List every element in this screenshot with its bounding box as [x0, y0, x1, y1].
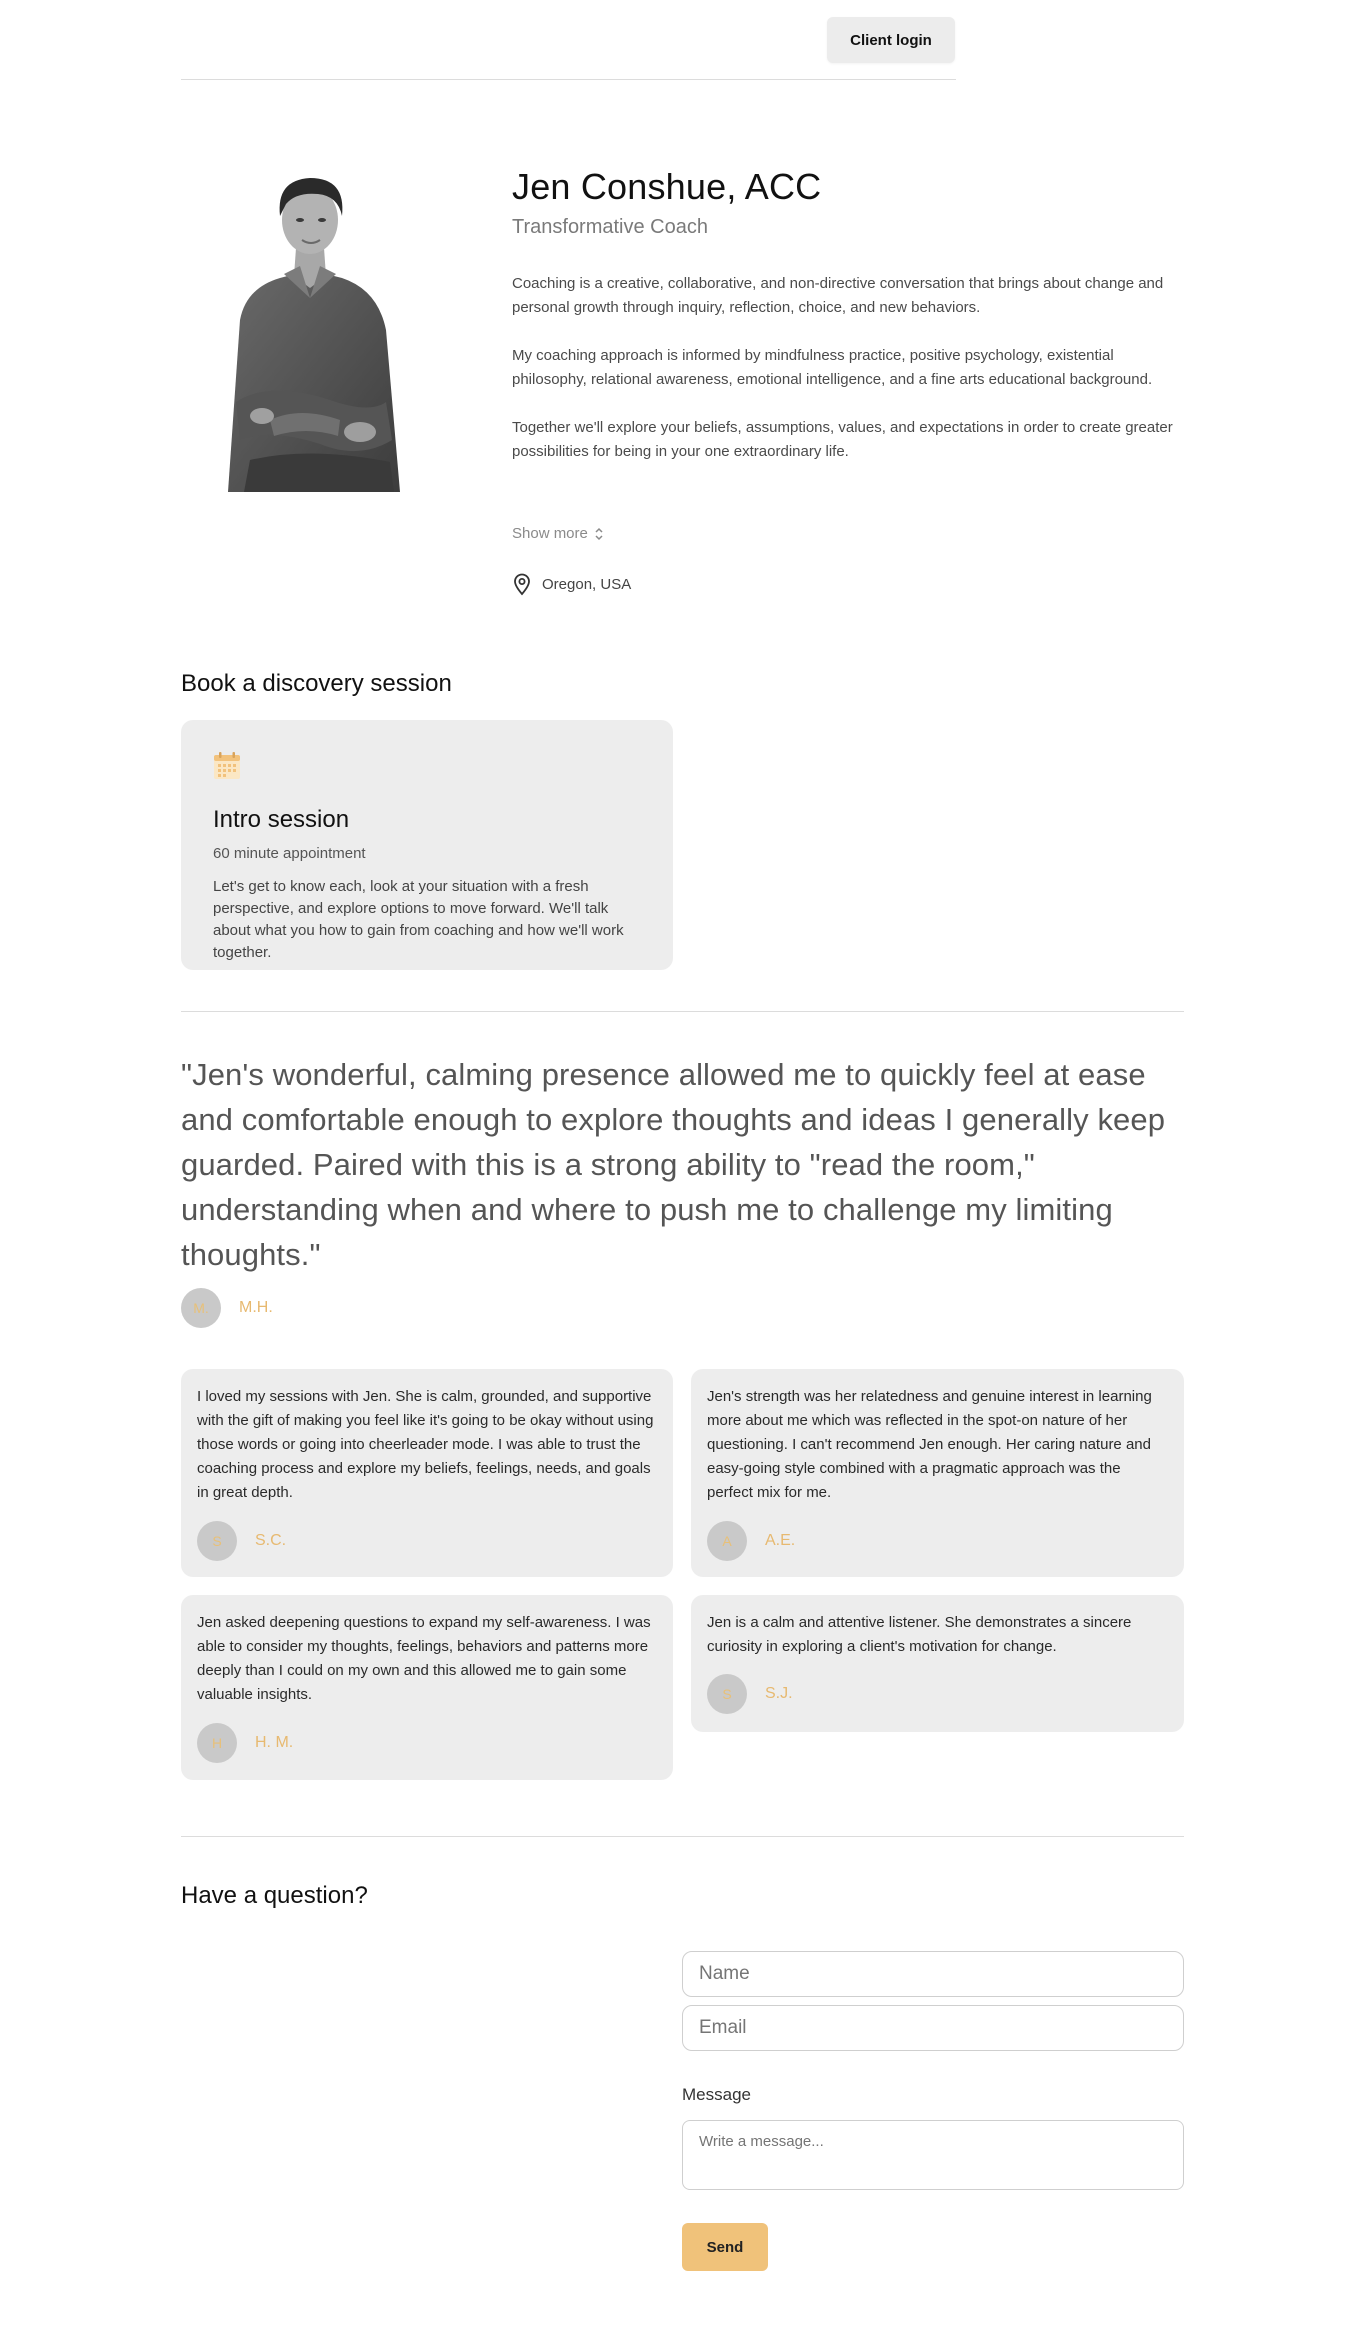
testimonial-author: [197, 1723, 293, 1763]
author-name: S.J.: [765, 1685, 793, 1702]
author-name: M.H.: [239, 1299, 273, 1316]
session-duration: 60 minute appointment: [213, 845, 366, 862]
send-button[interactable]: Send: [682, 2223, 768, 2271]
testimonial-card: [181, 1595, 673, 1780]
testimonial-card: [181, 1369, 673, 1577]
message-label: Message: [682, 2085, 751, 2104]
coach-role: Transformative Coach: [512, 216, 708, 238]
avatar: S: [197, 1521, 237, 1561]
author-name: H. M.: [255, 1734, 294, 1751]
avatar: S: [707, 1674, 747, 1714]
testimonial-card: [691, 1369, 1184, 1577]
section-divider: [181, 1836, 1184, 1837]
author-name: A.E.: [765, 1532, 796, 1549]
avatar: A: [707, 1521, 747, 1561]
show-more-toggle[interactable]: [512, 525, 604, 542]
featured-testimonial-author: [181, 1288, 273, 1328]
intro-session-card[interactable]: [181, 720, 673, 970]
testimonial-text: Jen's strength was her relatedness and genuine interest in learning more about me which was reflected in the spot-on nature of her questioning. I can't recommend Jen enough. Her caring nature and easy-going style combined with a pragmatic approach was the perfect mix for me.: [707, 1388, 1152, 1501]
testimonial-text: Jen asked deepening questions to expand my self-awareness. I was able to consider my thoughts, feelings, behaviors and patterns more deeply than I could on my own and this allowed me to gain some valuable insights.: [197, 1614, 651, 1703]
testimonial-author: [197, 1521, 286, 1561]
coach-bio: [512, 272, 1184, 488]
testimonial-text: I loved my sessions with Jen. She is calm, grounded, and supportive with the gift of making you feel like it's going to be okay without using those words or going into cheerleader mode. I was able to trust the coaching process and explore my beliefs, feelings, needs, and goals in great depth.: [197, 1388, 654, 1501]
booking-title: Book a discovery session: [181, 670, 452, 697]
coach-portrait: [210, 170, 410, 492]
show-more-label: Show more: [512, 525, 588, 542]
testimonial-text: Jen is a calm and attentive listener. She demonstrates a sincere curiosity in exploring a client's motivation for change.: [707, 1614, 1132, 1655]
session-description: Let's get to know each, look at your situation with a fresh perspective, and explore options to move forward. We'll talk about what you how to gain from coaching and how we'll work together.: [213, 878, 624, 961]
calendar-icon: [213, 752, 241, 780]
section-divider: [181, 1011, 1184, 1012]
featured-testimonial-quote: "Jen's wonderful, calming presence allowed me to quickly feel at ease and comfortable enough to explore thoughts and ideas I generally keep guarded. Paired with this is a strong ability to "read the room," understanding when and where to push me to challenge my limiting thoughts.": [181, 1057, 1166, 1272]
location-pin-icon: [512, 573, 532, 595]
testimonial-author: [707, 1674, 793, 1714]
testimonial-author: [707, 1521, 795, 1561]
testimonial-card: [691, 1595, 1184, 1732]
bio-paragraph: Together we'll explore your beliefs, assumptions, values, and expectations in order to create greater possibilities for being in your one extraordinary life.: [512, 419, 1173, 460]
avatar: H: [197, 1723, 237, 1763]
coach-name: Jen Conshue, ACC: [512, 166, 822, 207]
bio-paragraph: My coaching approach is informed by mindfulness practice, positive psychology, existential philosophy, relational awareness, emotional intelligence, and a fine arts educational background.: [512, 347, 1153, 388]
client-login-button[interactable]: Client login: [827, 17, 955, 63]
message-textarea[interactable]: [682, 2120, 1184, 2190]
bio-paragraph: Coaching is a creative, collaborative, and non-directive conversation that brings about change and personal growth through inquiry, reflection, choice, and new behaviors.: [512, 275, 1164, 316]
session-title: Intro session: [213, 806, 350, 833]
author-name: S.C.: [255, 1532, 287, 1549]
email-input[interactable]: [682, 2005, 1184, 2051]
location-text: Oregon, USA: [542, 575, 632, 593]
chevron-up-down-icon: [594, 527, 604, 541]
avatar: M.: [181, 1288, 221, 1328]
contact-title: Have a question?: [181, 1882, 368, 1909]
location: [512, 573, 631, 595]
name-input[interactable]: [682, 1951, 1184, 1997]
